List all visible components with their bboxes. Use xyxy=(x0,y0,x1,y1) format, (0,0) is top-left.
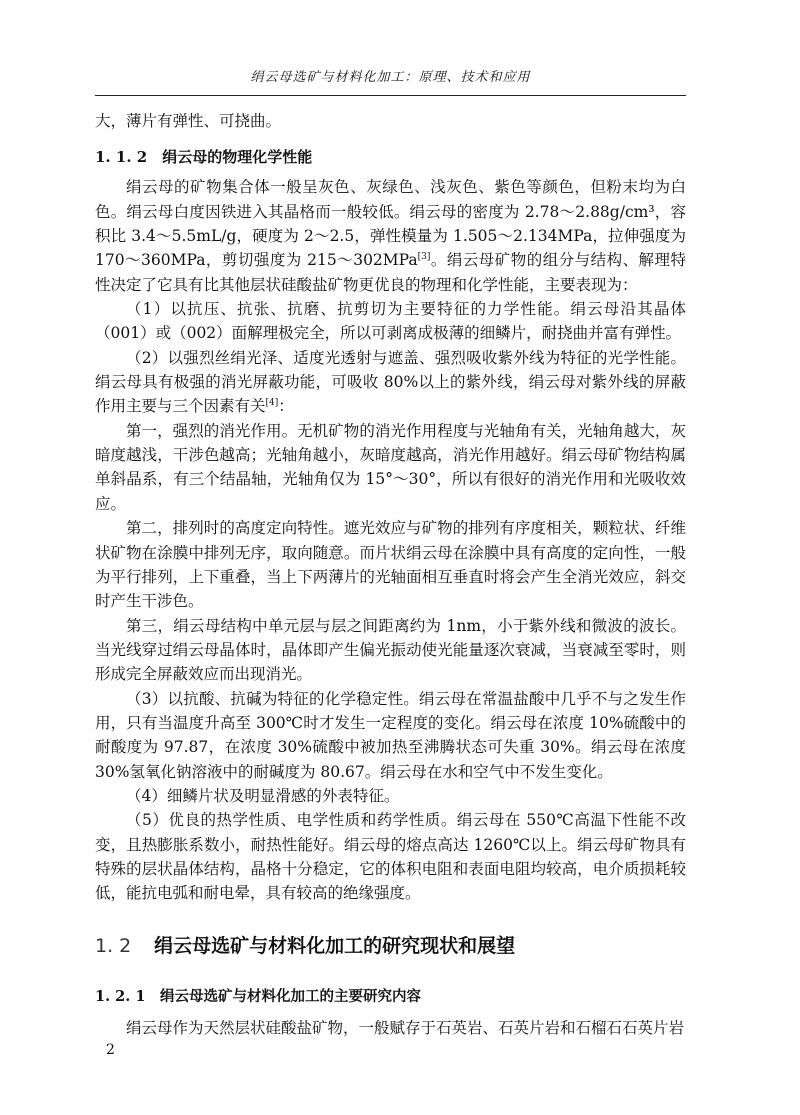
subsection-number: 1. 1. 2 xyxy=(95,148,148,167)
item-2-text-1: （2）以强烈丝绢光泽、适度光透射与遮盖、强烈吸收紫外线为特征的光学性能。绢云母具有极强的消光屏蔽功能，可吸收 80%以上的紫外线，绢云母对紫外线的屏蔽作用主要与三个因素有关 xyxy=(95,348,686,416)
page-body xyxy=(95,109,686,1040)
item-3-paragraph: （3）以抗酸、抗碱为特征的化学稳定性。绢云母在常温盐酸中几乎不与之发生作用，只有当温度升高至 300℃时才发生一定程度的变化。绢云母在浓度 10%硫酸中的耐酸度为 97.87，在浓度 30%硫酸中被加热至沸腾状态可失重 30%。绢云母在浓度 30%氢氧化钠溶液中的耐碱度为 80.67。绢云母在水和空气中不发生变化。 xyxy=(95,689,686,781)
item-5-paragraph: （5）优良的热学性质、电学性质和药学性质。绢云母在 550℃高温下性能不改变，且热膨胀系数小，耐热性能好。绢云母的熔点高达 1260℃以上。绢云母矿物具有特殊的层状晶体结构，晶格十分稳定，它的体积电阻和表面电阻均较高，电介质损耗较低，能抗电弧和耐电晕，具有较高的绝缘强度。 xyxy=(95,811,686,903)
subsection-title: 绢云母的物理化学性能 xyxy=(162,148,313,167)
intro-paragraph xyxy=(95,175,686,297)
section-number: 1. 2 xyxy=(95,934,132,957)
header-rule xyxy=(95,95,686,96)
item-4-paragraph: （4）细鳞片状及明显滑感的外表特征。 xyxy=(126,786,400,805)
subsection-heading-1-2-1 xyxy=(95,985,686,1009)
factor-1-paragraph: 第一，强烈的消光作用。无机矿物的消光作用程度与光轴角有关，光轴角越大，灰暗度越浅，干涉色越高；光轴角越小，灰暗度越高，消光作用越好。绢云母矿物结构属单斜晶系，有三个结晶轴，光轴角仅为 15°～30°，所以有很好的消光作用和光吸收效应。 xyxy=(95,421,686,513)
section-heading-1-2 xyxy=(95,931,686,961)
subsection-title: 绢云母选矿与材料化加工的主要研究内容 xyxy=(159,987,421,1005)
page-number: 2 xyxy=(106,1042,115,1058)
continuation-text: 大，薄片有弹性、可挠曲。 xyxy=(95,112,282,130)
citation-3: [3] xyxy=(417,252,431,263)
item-2-text-2: ： xyxy=(278,397,294,416)
intro-text-2: 。绢云母矿物的组分与结构、解理特性决定了它具有比其他层状硅酸盐矿物更优良的物理和化学性能，主要表现为： xyxy=(95,251,686,294)
subsection-heading-1-1-2 xyxy=(95,145,686,169)
item-1-paragraph: （1）以抗压、抗张、抗磨、抗剪切为主要特征的力学性能。绢云母沿其晶体（001）或（002）面解理极完全，所以可剥离成极薄的细鳞片，耐挠曲并富有弹性。 xyxy=(95,300,686,343)
factor-2-paragraph: 第二，排列时的高度定向特性。遮光效应与矿物的排列有序度相关，颗粒状、纤维状矿物在涂膜中排列无序，取向随意。而片状绢云母在涂膜中具有高度的定向性，一般为平行排列，上下重叠，当上下两薄片的光轴面相互垂直时将会产生全消光效应，斜交时产生干涉色。 xyxy=(95,519,686,611)
subsection-number: 1. 2. 1 xyxy=(95,987,146,1005)
citation-4: [4] xyxy=(265,398,279,409)
intro-text-1: 绢云母的矿物集合体一般呈灰色、灰绿色、浅灰色、紫色等颜色，但粉末均为白色。绢云母白度因铁进入其晶格而一般较低。绢云母的密度为 2.78～2.88g/cm³，容积比 3.4～5.5mL/g，硬度为 2～2.5，弹性模量为 1.505～2.134MPa，拉伸强度为 170～360MPa，剪切强度为 215～302MPa xyxy=(95,178,686,270)
running-head: 绢云母选矿与材料化加工：原理、技术和应用 xyxy=(250,70,531,85)
item-2-paragraph xyxy=(95,346,686,419)
factor-3-paragraph: 第三，绢云母结构中单元层与层之间距离约为 1nm，小于紫外线和微波的波长。当光线穿过绢云母晶体时，晶体即产生偏光振动使光能量逐次衰减，当衰减至零时，则形成完全屏蔽效应而出现消光。 xyxy=(95,616,686,684)
section-title: 绢云母选矿与材料化加工的研究现状和展望 xyxy=(154,934,516,957)
last-paragraph: 绢云母作为天然层状硅酸盐矿物，一般赋存于石英岩、石英片岩和石榴石石英片岩 xyxy=(126,1018,685,1037)
